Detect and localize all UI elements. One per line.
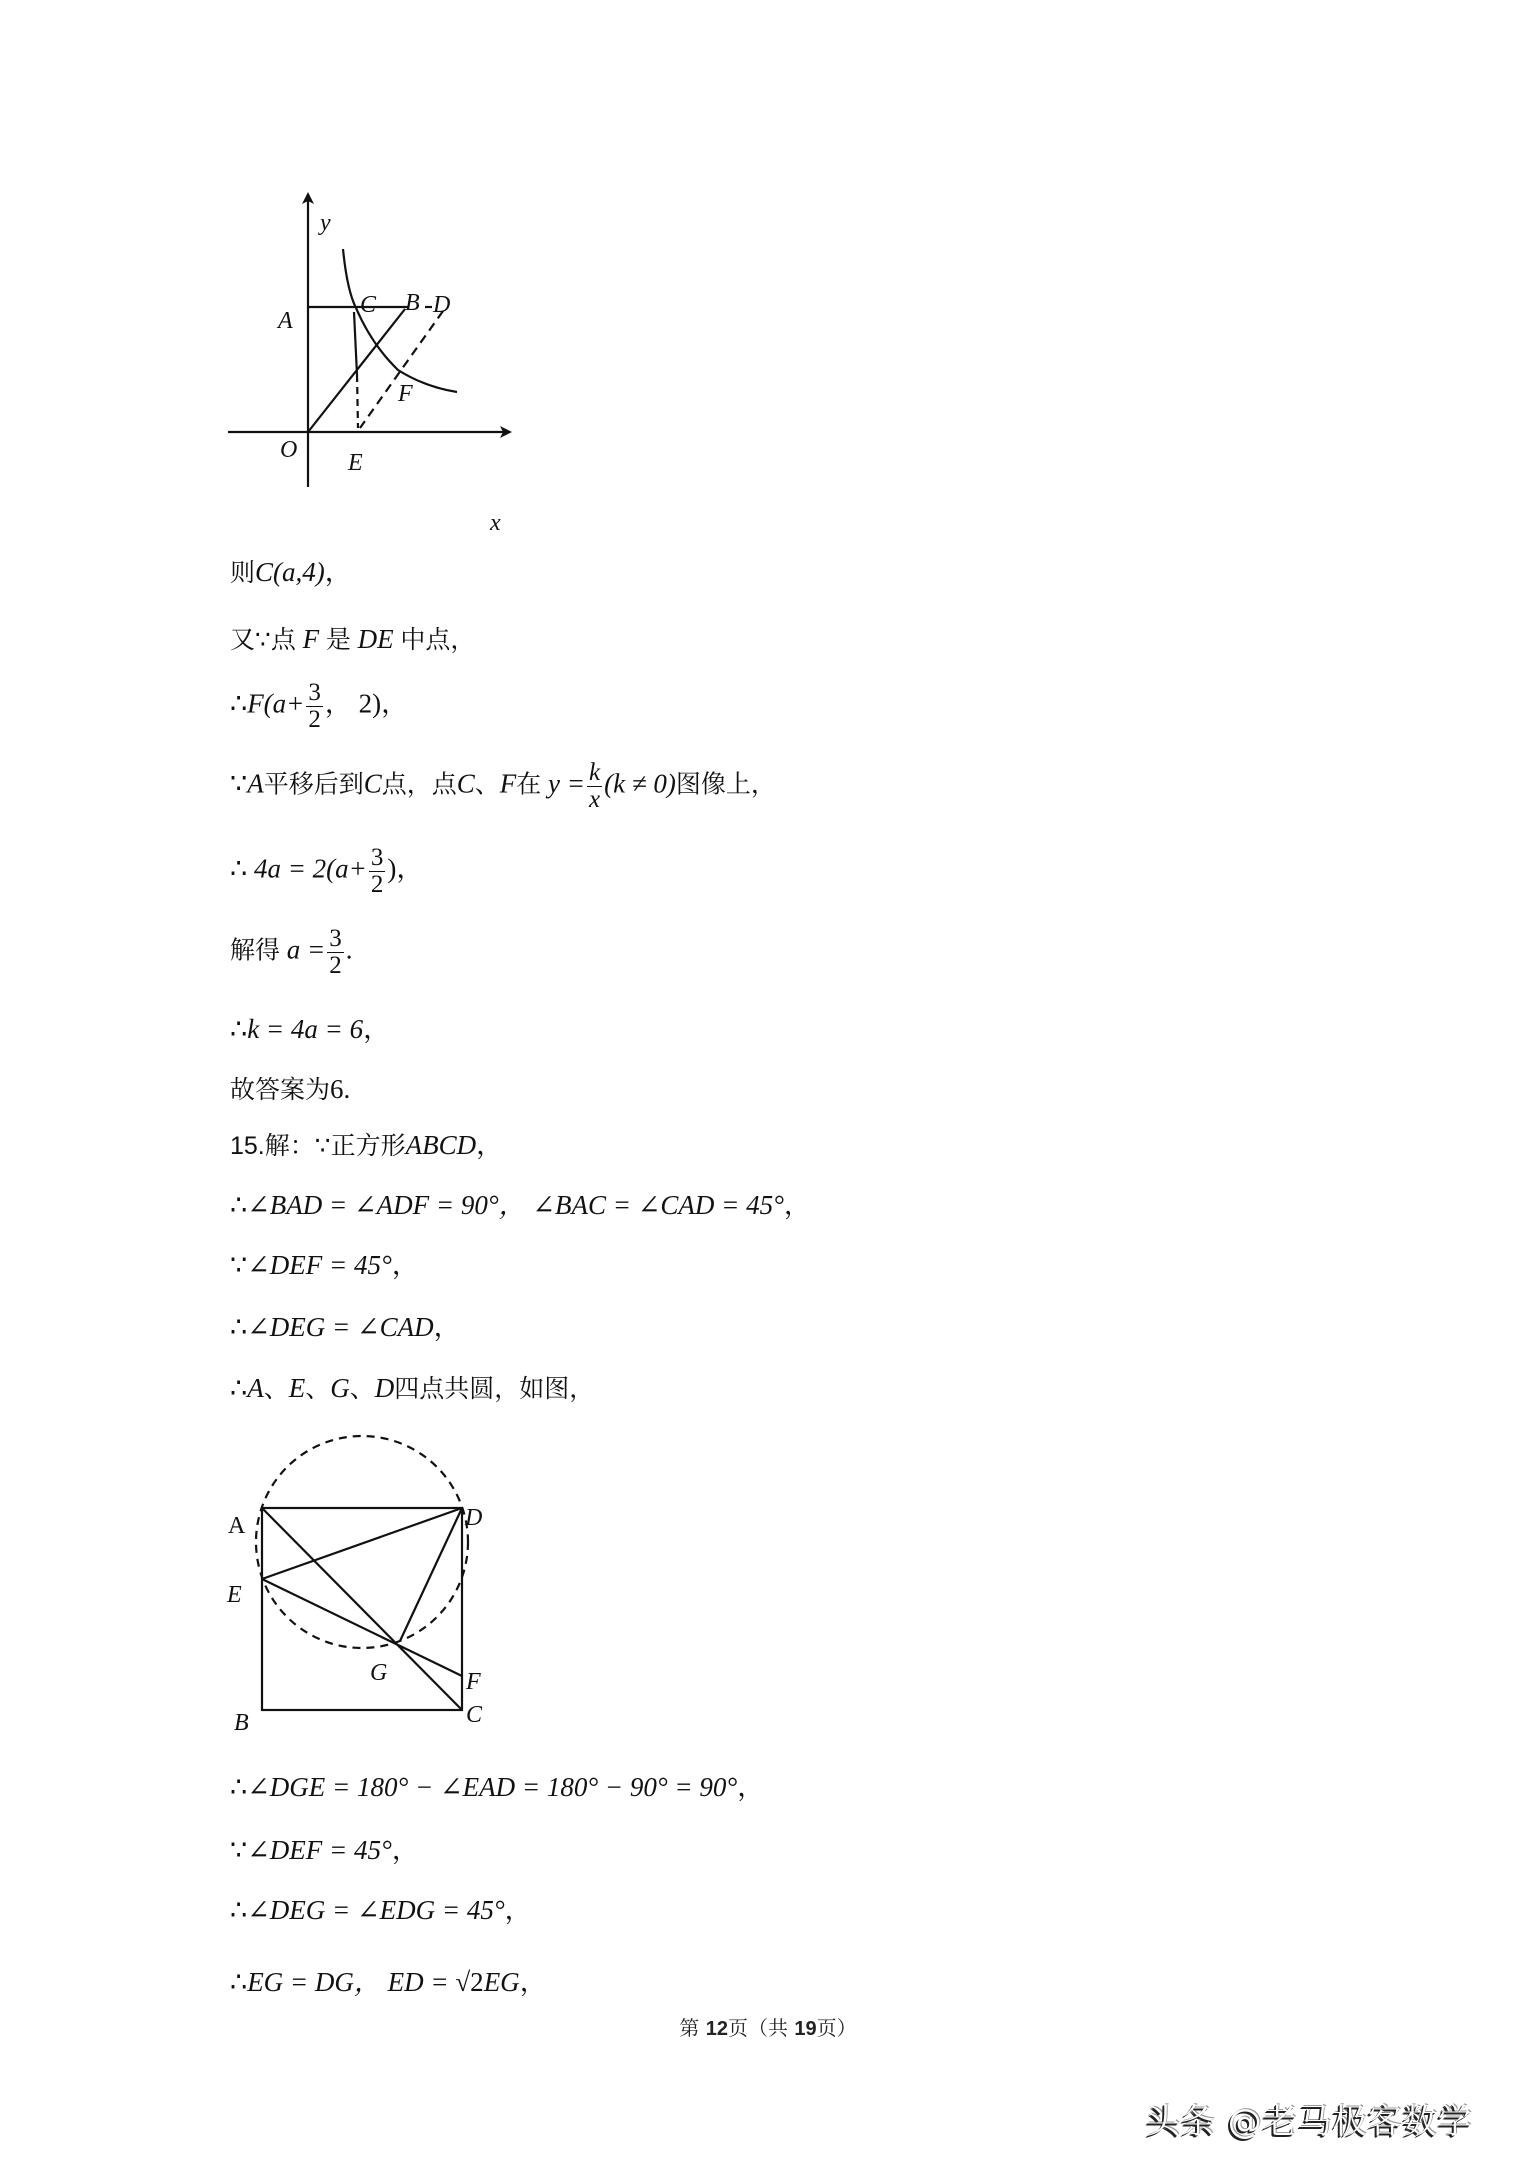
label-D: D — [433, 292, 451, 318]
math: DE — [357, 624, 394, 654]
therefore-symbol: ∴ — [230, 1190, 248, 1220]
segment-DE-dashed — [360, 311, 443, 428]
text: ， — [783, 1190, 811, 1220]
numerator: 3 — [329, 925, 342, 952]
segment-C-E-dashed — [357, 375, 358, 428]
text: ， — [476, 1130, 504, 1160]
text: 故答案为 — [230, 1075, 331, 1104]
therefore-symbol: ∴ — [230, 1014, 248, 1044]
solution-line-2 — [230, 622, 475, 657]
fraction — [587, 760, 602, 813]
text: 点，点 — [381, 769, 457, 799]
text: ， — [381, 688, 409, 719]
hyperbola-curve — [343, 249, 457, 392]
solution-line-6 — [230, 926, 353, 979]
problem-number: 15.解： — [230, 1132, 315, 1160]
label-F: F — [466, 1669, 481, 1695]
fraction — [369, 845, 386, 898]
text: 、 — [305, 1374, 331, 1403]
segment-ED — [262, 1508, 462, 1579]
math: F(a+ — [247, 688, 305, 719]
square-ABCD — [262, 1508, 462, 1710]
text: ， — [324, 557, 352, 587]
text: 四点共圆，如图， — [394, 1374, 595, 1403]
label-E: E — [348, 450, 363, 476]
current-page: 12 — [705, 2018, 728, 2040]
sqrt-2: √2 — [455, 1967, 484, 1997]
because-symbol: ∵ — [230, 1835, 248, 1865]
label-A: A — [278, 308, 293, 334]
text: 、 — [349, 1374, 375, 1403]
solution15-line-9 — [230, 1965, 547, 1999]
segment-EF — [262, 1579, 462, 1676]
text: 、 — [474, 769, 500, 799]
label-B: B — [234, 1710, 249, 1736]
therefore-symbol: ∴ — [230, 1895, 248, 1925]
math: A — [247, 1373, 264, 1403]
label-y: y — [320, 210, 331, 236]
text: ， — [519, 1967, 547, 1997]
text: . — [345, 934, 353, 965]
text: ∵正方形 — [314, 1131, 406, 1160]
label-F: F — [398, 381, 413, 407]
solution-line-5 — [230, 845, 423, 898]
numerator: k — [589, 759, 601, 786]
segment-C-down — [354, 312, 357, 375]
math: ∠DEG = ∠EDG = 45° — [247, 1895, 505, 1925]
math: C — [363, 768, 382, 799]
math: k = 4a = 6 — [247, 1014, 364, 1044]
math: EG = DG， ED = — [247, 1967, 456, 1997]
label-x: x — [490, 510, 501, 536]
numerator: 3 — [308, 679, 321, 706]
text: . — [343, 1074, 351, 1104]
therefore-symbol: ∴ — [230, 1772, 248, 1802]
problem-15-heading — [230, 1128, 503, 1163]
label-C: C — [466, 1702, 483, 1728]
watermark: 头条 @老马极客数学 — [1146, 2102, 1473, 2142]
label-A: A — [228, 1513, 246, 1539]
page-footer — [0, 2012, 1536, 2041]
diagonal-AC — [262, 1508, 462, 1710]
math: ∠BAD = ∠ADF = 90°， ∠BAC = ∠CAD = 45° — [247, 1190, 784, 1220]
fraction — [327, 926, 344, 979]
label-G: G — [370, 1660, 388, 1686]
label-O: O — [280, 437, 298, 463]
denominator: 2 — [370, 871, 384, 898]
text: 图像上， — [675, 769, 776, 799]
math: EG — [483, 1967, 520, 1997]
text: 则 — [230, 558, 256, 587]
text: 、 — [263, 1374, 289, 1403]
text: ， — [737, 1772, 765, 1802]
text: ， — [504, 1895, 532, 1925]
math: D — [374, 1373, 395, 1403]
math: ∠DEG = ∠CAD — [247, 1312, 434, 1342]
math: ) — [387, 853, 397, 884]
because-symbol: ∵ — [230, 1250, 248, 1280]
therefore-symbol: ∴ — [230, 1373, 248, 1403]
solution-line-7 — [230, 1012, 390, 1046]
text: 是 — [325, 625, 351, 654]
solution15-line-7 — [230, 1833, 419, 1867]
total-pages: 19 — [794, 2018, 817, 2040]
label-C: C — [360, 292, 377, 318]
math: y = — [548, 768, 585, 799]
math: ABCD — [405, 1130, 477, 1160]
denominator: 2 — [308, 706, 321, 733]
solution15-line-2 — [230, 1188, 811, 1222]
segment-DG — [400, 1508, 462, 1641]
math: C(a,4) — [255, 557, 325, 587]
math: ∠DEF = 45° — [247, 1250, 392, 1280]
math: 4a = 2(a+ — [253, 853, 367, 884]
footer-text: 页） — [816, 2016, 857, 2040]
math: ∠DEF = 45° — [247, 1835, 392, 1865]
denominator: x — [589, 786, 601, 813]
math: 6 — [330, 1074, 344, 1104]
solution15-line-3 — [230, 1248, 419, 1282]
solution15-line-5 — [230, 1371, 594, 1406]
footer-text: 页（共 — [728, 2016, 795, 2040]
therefore-symbol: ∴ — [230, 853, 248, 884]
math: G — [330, 1373, 350, 1403]
math: (k ≠ 0) — [604, 768, 676, 799]
text: ， — [391, 1835, 419, 1865]
text: 在 — [516, 769, 542, 799]
label-B: B — [405, 290, 420, 316]
math: F — [302, 624, 320, 654]
label-E: E — [227, 1582, 242, 1608]
solution-line-8 — [230, 1072, 350, 1107]
solution15-line-4 — [230, 1310, 461, 1344]
footer-text: 第 — [679, 2016, 706, 2040]
text: ， — [363, 1014, 391, 1044]
therefore-symbol: ∴ — [230, 1967, 248, 1997]
math: ， 2) — [324, 688, 382, 719]
text: ， — [391, 1250, 419, 1280]
therefore-symbol: ∴ — [230, 1312, 248, 1342]
figure-1-coordinate-graph — [0, 0, 1536, 560]
solution-line-1 — [230, 555, 352, 590]
solution-line-3 — [230, 680, 408, 733]
because-symbol: ∵ — [230, 768, 248, 799]
text: 解得 — [230, 935, 281, 965]
text: 中点， — [400, 625, 476, 654]
math: E — [288, 1373, 306, 1403]
text: ， — [433, 1312, 461, 1342]
solution-line-4 — [230, 760, 776, 813]
math: a = — [286, 934, 326, 965]
solution15-line-8 — [230, 1893, 532, 1927]
text: 平移后到 — [263, 769, 364, 799]
math: A — [247, 768, 264, 799]
text: 又∵点 — [230, 625, 296, 654]
numerator: 3 — [370, 844, 384, 871]
math: ∠DGE = 180° − ∠EAD = 180° − 90° = 90° — [247, 1772, 738, 1802]
fraction — [306, 680, 323, 733]
therefore-symbol: ∴ — [230, 688, 248, 719]
solution15-line-6 — [230, 1770, 764, 1804]
label-D: D — [465, 1505, 483, 1531]
math: F — [499, 768, 517, 799]
math: C — [456, 768, 475, 799]
text: ， — [396, 853, 424, 884]
circle-AEGD-dashed — [256, 1436, 468, 1648]
denominator: 2 — [329, 952, 342, 979]
